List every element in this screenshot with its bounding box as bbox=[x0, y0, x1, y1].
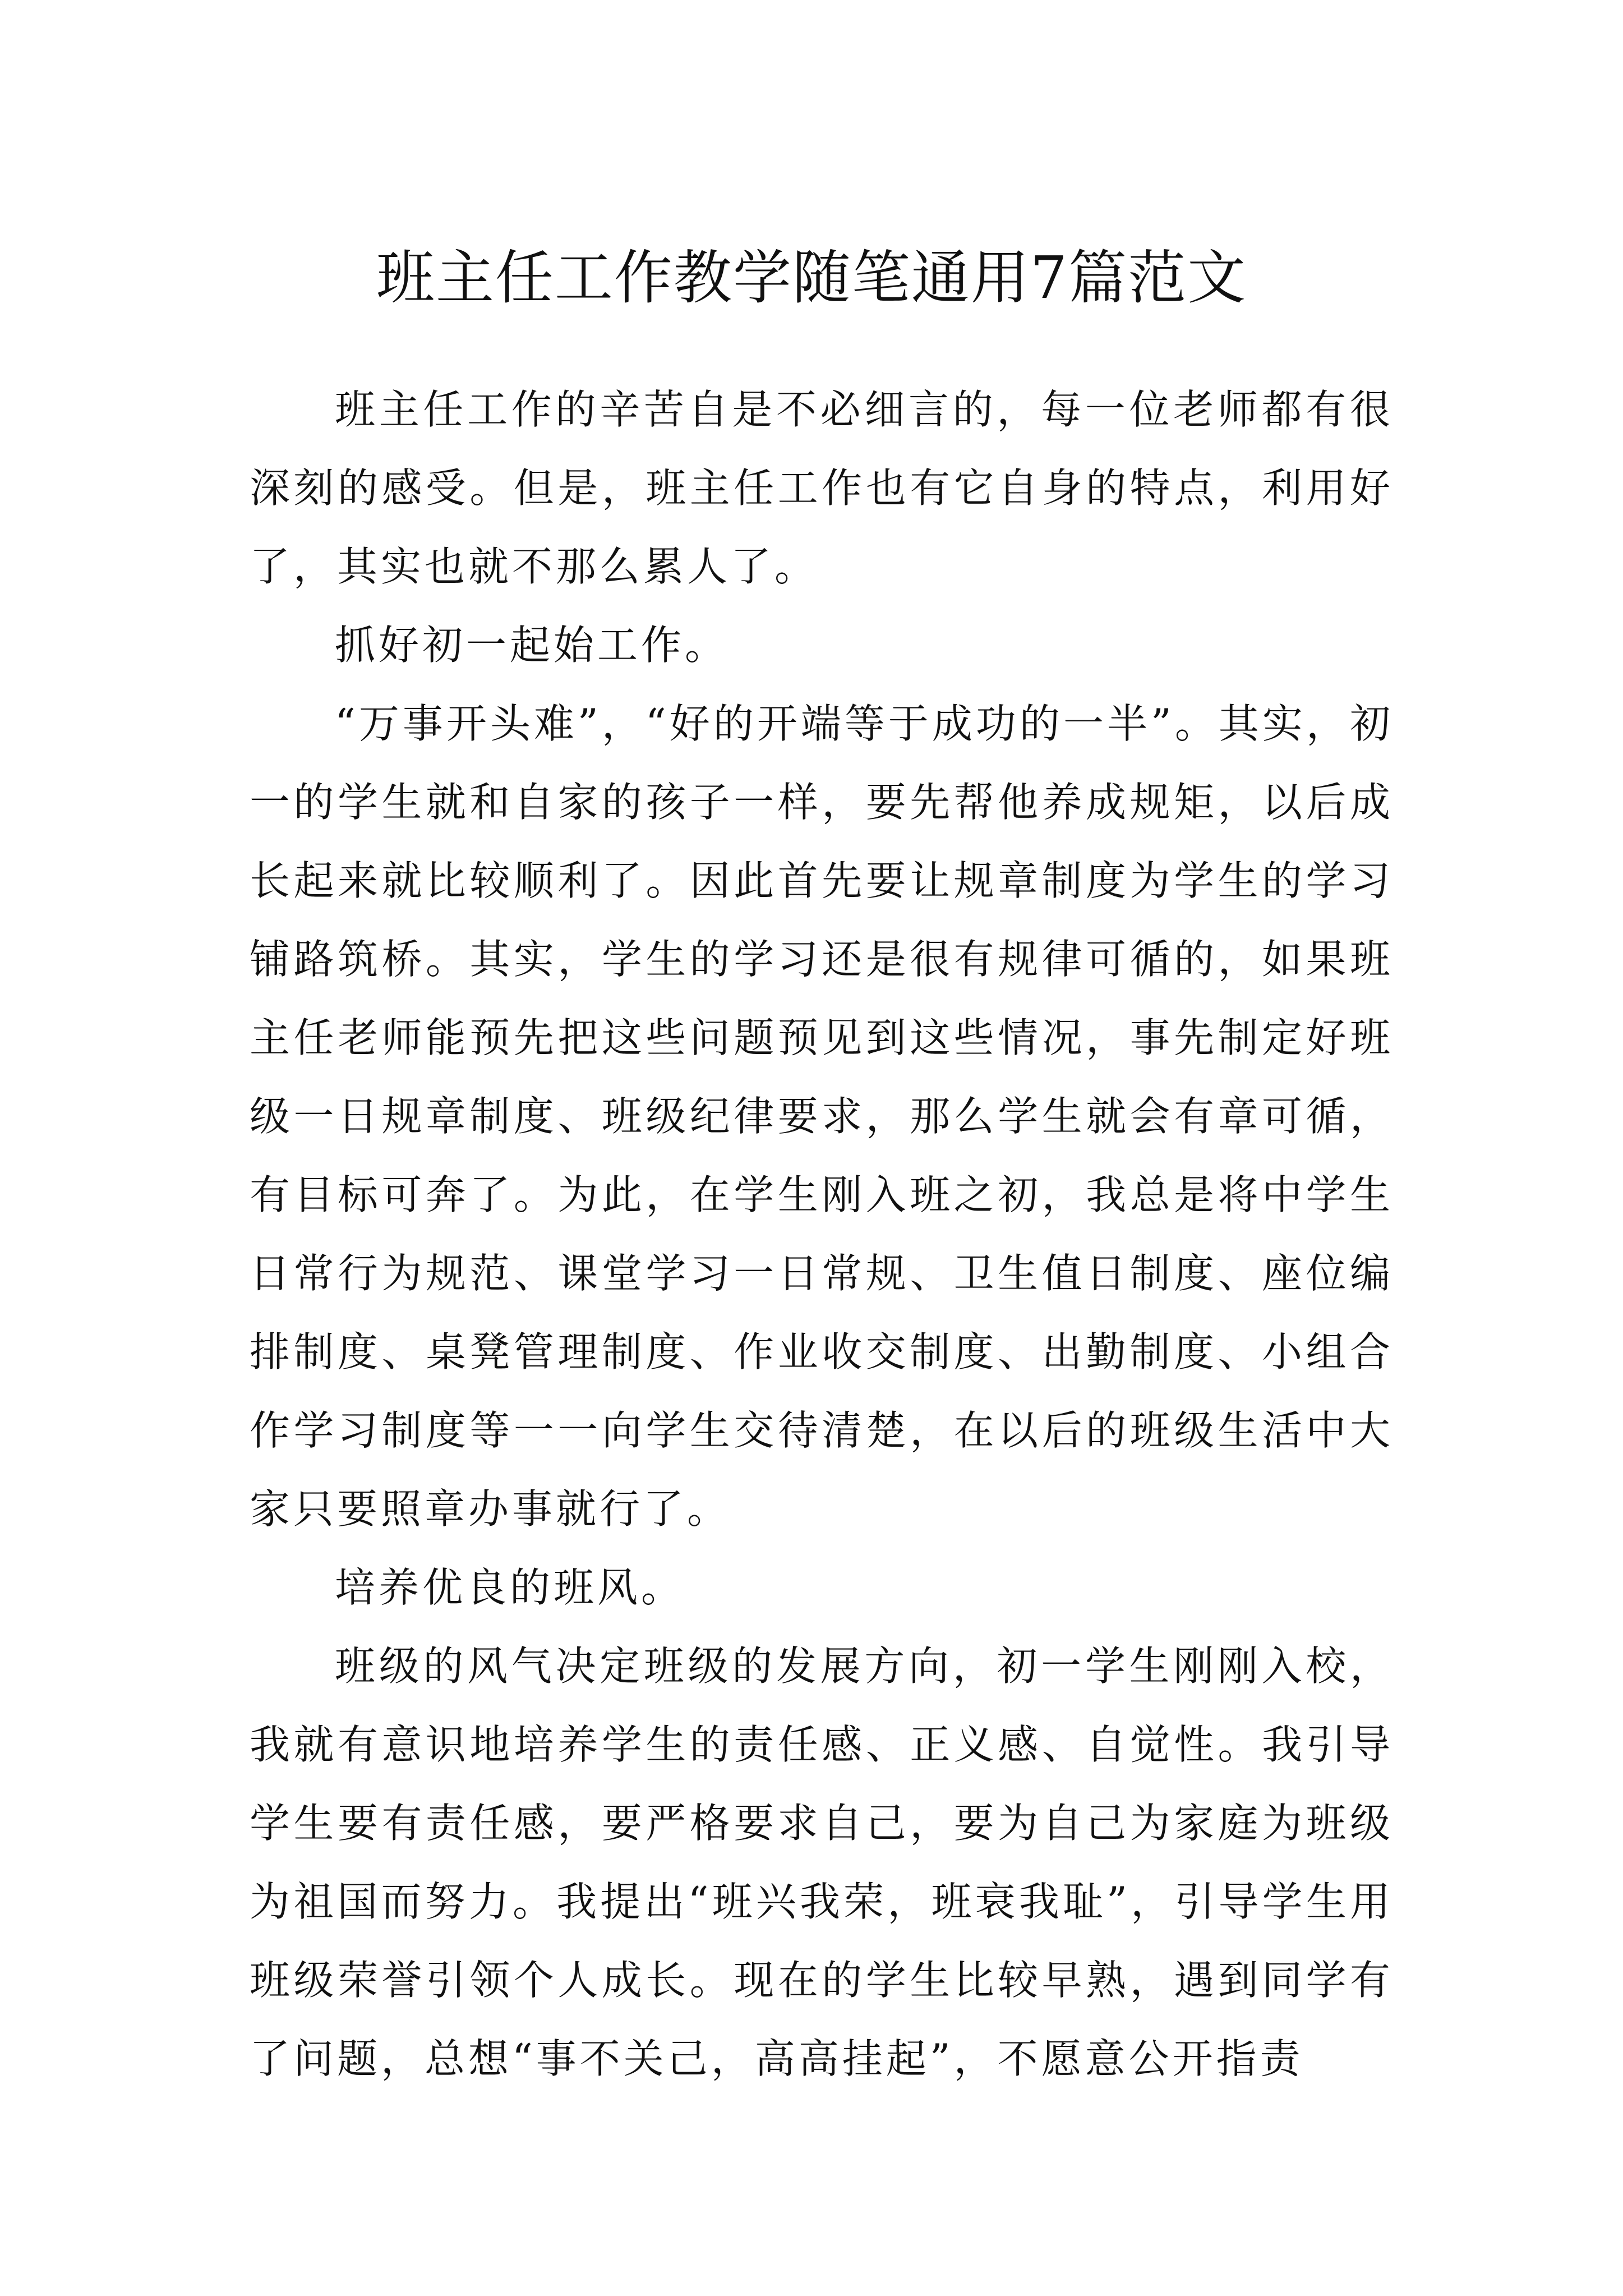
paragraph-start-work: “万事开头难”，“好的开端等于成功的一半”。其实，初一的学生就和自家的孩子一样，要先帮他养成规矩，以后成长起来就比较顺利了。因此首先要让规章制度为学生的学习铺路筑桥。其实，学生的学习还是很有规律可循的，如果班主任老师能预先把这些问题预见到这些情况，事先制定好班级一日规章制度、班级纪律要求，那么学生就会有章可循，有目标可奔了。为此，在学生刚入班之初，我总是将中学生日常行为规范、课堂学习一日常规、卫生值日制度、座位编排制度、桌凳管理制度、作业收交制度、出勤制度、小组合作学习制度等一一向学生交待清楚，在以后的班级生活中大家只要照章办事就行了。 bbox=[250, 700, 1394, 1533]
document-body bbox=[250, 370, 1394, 2098]
section-heading-start-work: 抓好初一起始工作。 bbox=[335, 622, 729, 669]
paragraph-intro: 班主任工作的辛苦自是不必细言的，每一位老师都有很深刻的感受。但是，班主任工作也有它自身的特点，利用好了，其实也就不那么累人了。 bbox=[250, 386, 1394, 590]
paragraph-class-spirit: 班级的风气决定班级的发展方向，初一学生刚刚入校，我就有意识地培养学生的责任感、正义感、自觉性。我引导学生要有责任感，要严格要求自己，要为自己为家庭为班级为祖国而努力。我提出“班兴我荣，班衰我耻”，引导学生用班级荣誉引领个人成长。现在的学生比较早熟，遇到同学有了问题，总想“事不关己，高高挂起”，不愿意公开指责 bbox=[250, 1642, 1394, 2082]
section-heading-class-spirit: 培养优良的班风。 bbox=[335, 1564, 685, 1611]
document-title: 班主任工作教学随笔通用7篇范文 bbox=[376, 243, 1247, 312]
